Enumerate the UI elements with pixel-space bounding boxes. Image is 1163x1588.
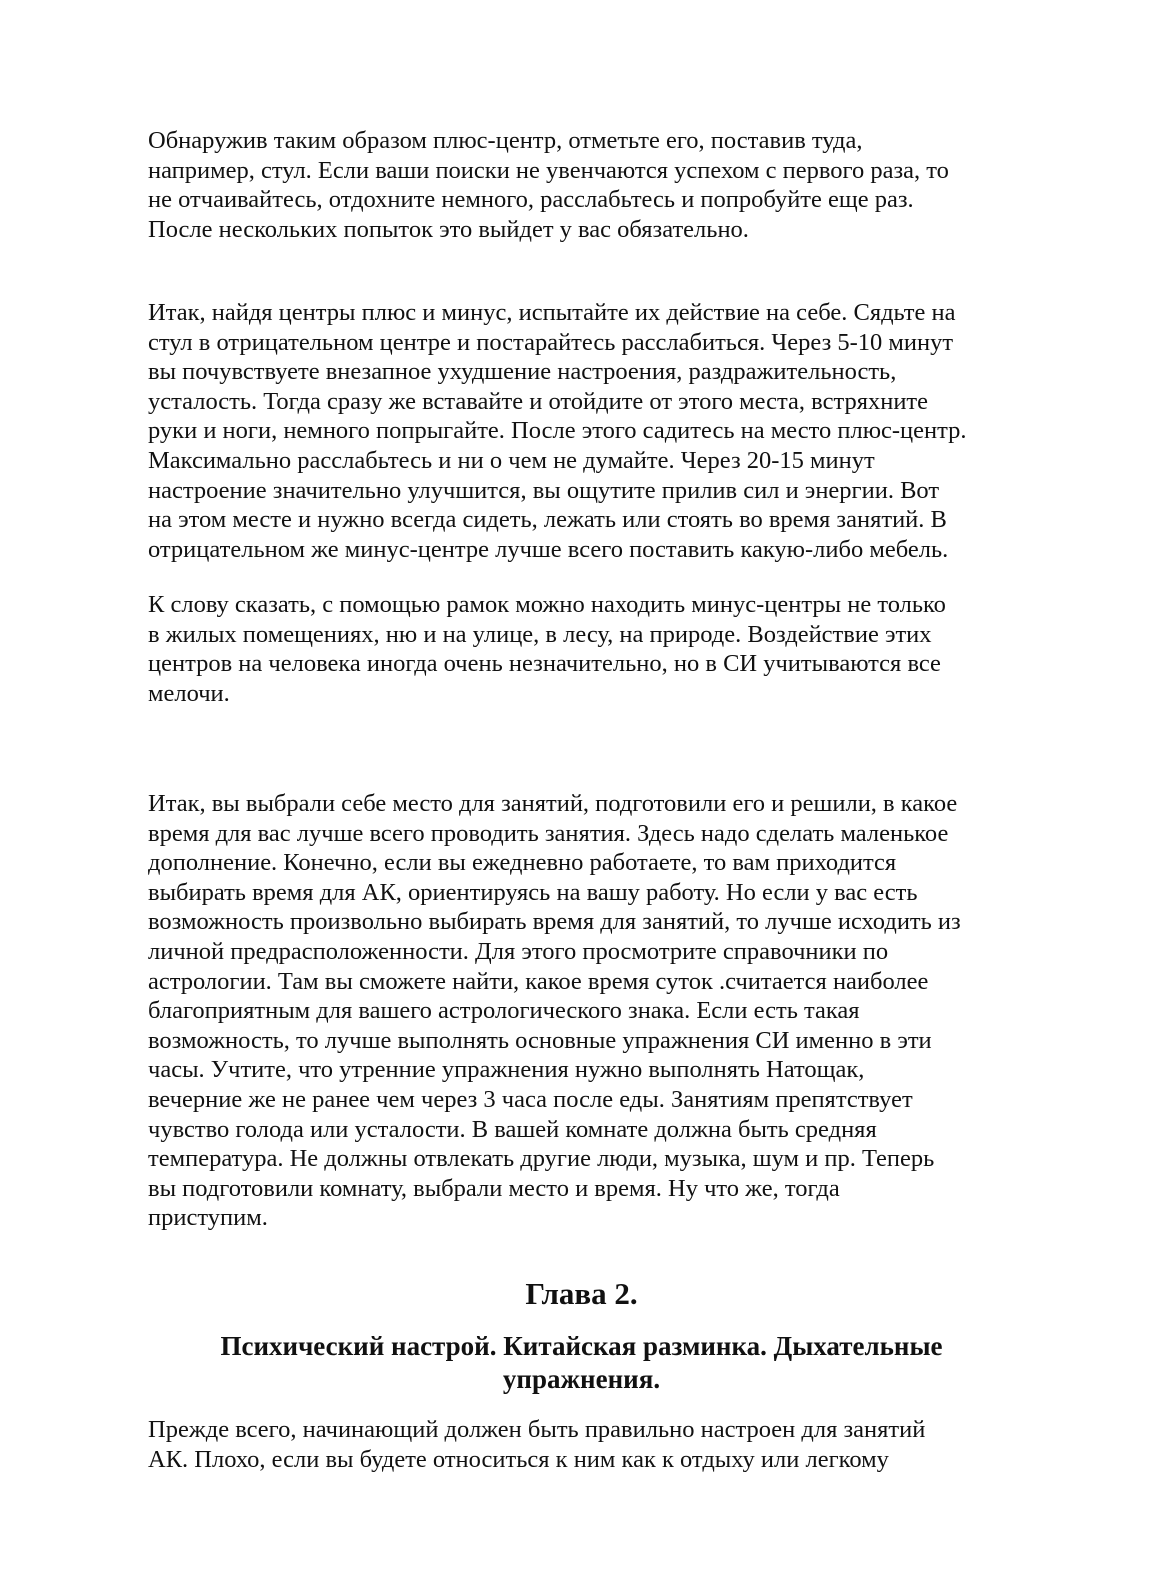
text-line: возможность, то лучше выполнять основные упражнения СИ именно в эти — [148, 1026, 932, 1054]
text-line: мелочи. — [148, 679, 230, 707]
text-line: К слову сказать, с помощью рамок можно находить минус-центры не только — [148, 591, 946, 618]
text-line: время для вас лучше всего проводить занятия. Здесь надо сделать маленькое — [148, 819, 949, 847]
chapter-title: Глава 2. — [525, 1276, 638, 1311]
text-line: Итак, найдя центры плюс и минус, испытайте их действие на себе. Сядьте на — [148, 299, 956, 326]
text-line: Максимально расслабьтесь и ни о чем не думайте. Через 20-15 минут — [148, 446, 875, 474]
paragraph-test-centers — [148, 298, 1018, 564]
text-line: руки и ноги, немного попрыгайте. После этого садитесь на место плюс-центр. — [148, 417, 967, 445]
text-line: Итак, вы выбрали себе место для занятий, подготовили его и решили, в какое — [148, 790, 958, 817]
text-line: например, стул. Если ваши поиски не увенчаются успехом с первого раза, то — [148, 156, 949, 184]
paragraph-mindset — [148, 1415, 1018, 1474]
text-line: личной предрасположенности. Для этого просмотрите справочники по — [148, 937, 889, 965]
text-line: температура. Не должны отвлекать другие люди, музыка, шум и пр. Теперь — [148, 1145, 935, 1173]
text-line: часы. Учтите, что утренние упражнения нужно выполнять Натощак, — [148, 1056, 865, 1084]
paragraph-time-choice — [148, 789, 1018, 1233]
text-line: астрологии. Там вы сможете найти, какое время суток .считается наиболее — [148, 967, 929, 995]
text-line: чувство голода или усталости. В вашей комнате должна быть средняя — [148, 1115, 877, 1143]
text-line: АК. Плохо, если вы будете относиться к ним как к отдыху или легкому — [148, 1445, 889, 1473]
text-line: на этом месте и нужно всегда сидеть, лежать или стоять во время занятий. В — [148, 506, 947, 534]
paragraph-frames — [148, 590, 1018, 708]
text-line: в жилых помещениях, ню и на улице, в лесу, на природе. Воздействие этих — [148, 620, 932, 648]
text-line: вы подготовили комнату, выбрали место и время. Ну что же, тогда — [148, 1174, 840, 1202]
text-line: благоприятным для вашего астрологического знака. Если есть такая — [148, 997, 860, 1025]
text-line: центров на человека иногда очень незначительно, но в СИ учитываются все — [148, 650, 941, 678]
text-line: вечерние же не ранее чем через 3 часа после еды. Занятиям препятствует — [148, 1085, 913, 1113]
chapter-subtitle-line: Психический настрой. Китайская разминка. Дыхательные — [220, 1331, 943, 1361]
text-line: Обнаружив таким образом плюс-центр, отметьте его, поставив туда, — [148, 127, 863, 154]
text-line: выбирать время для АК, ориентируясь на вашу работу. Но если у вас есть — [148, 878, 918, 906]
text-line: Прежде всего, начинающий должен быть правильно настроен для занятий — [148, 1416, 926, 1443]
paragraph-plus-center — [148, 126, 1018, 244]
text-line: После нескольких попыток это выйдет у вас обязательно. — [148, 215, 749, 243]
text-line: дополнение. Конечно, если вы ежедневно работаете, то вам приходится — [148, 849, 897, 877]
chapter-subtitle-line: упражнения. — [502, 1364, 661, 1394]
text-line: отрицательном же минус-центре лучше всего поставить какую-либо мебель. — [148, 535, 949, 563]
text-line: усталость. Тогда сразу же вставайте и отойдите от этого места, встряхните — [148, 387, 929, 415]
text-line: стул в отрицательном центре и постарайтесь расслабиться. Через 5-10 минут — [148, 328, 954, 356]
text-line: возможность произвольно выбирать время для занятий, то лучше исходить из — [148, 908, 961, 936]
text-line: не отчаивайтесь, отдохните немного, расслабьтесь и попробуйте еще раз. — [148, 186, 914, 214]
text-line: приступим. — [148, 1204, 268, 1232]
chapter-subtitle — [100, 1330, 1063, 1396]
text-line: настроение значительно улучшится, вы ощутите прилив сил и энергии. Вот — [148, 476, 940, 504]
text-line: вы почувствуете внезапное ухудшение настроения, раздражительность, — [148, 358, 897, 386]
